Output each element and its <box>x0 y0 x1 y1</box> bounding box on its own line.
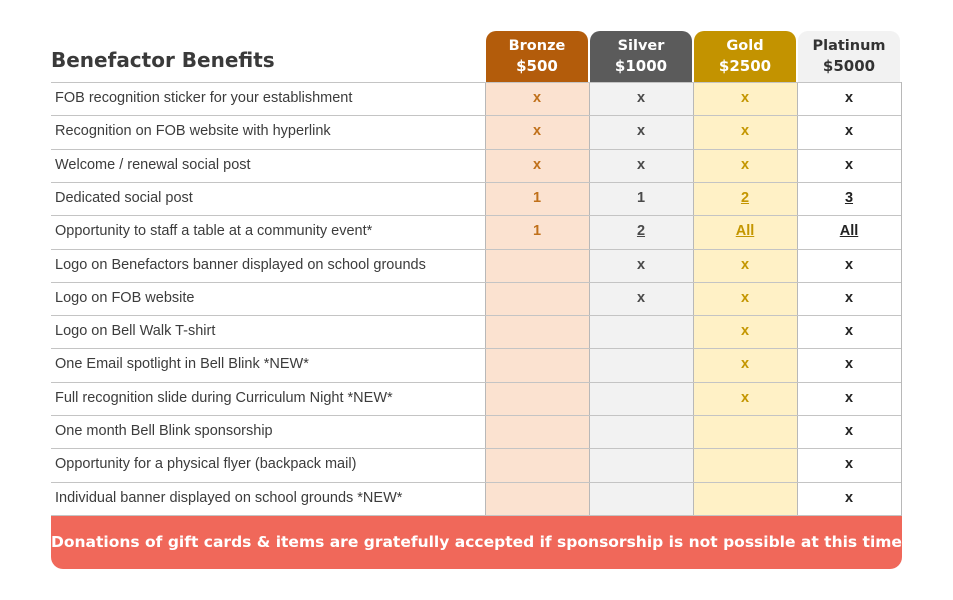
tier-name: Bronze <box>508 38 566 54</box>
benefit-cell-platinum: x <box>844 323 854 339</box>
benefit-cell-bronze: 1 <box>532 190 542 206</box>
benefit-cell-platinum: x <box>844 257 854 273</box>
benefit-cell-bronze <box>485 382 589 415</box>
benefit-label: Logo on Benefactors banner displayed on school grounds <box>55 257 426 273</box>
benefit-cell-gold <box>693 448 797 481</box>
benefit-cell-gold: x <box>740 123 750 139</box>
benefit-cell-gold: x <box>740 356 750 372</box>
benefit-cell-platinum: 3 <box>844 190 854 206</box>
benefit-cell-bronze: x <box>532 157 542 173</box>
benefit-cell-platinum: All <box>839 223 859 239</box>
tier-name: Platinum <box>812 38 886 54</box>
benefit-cell-platinum: x <box>844 123 854 139</box>
benefit-cell-platinum: x <box>844 356 854 372</box>
benefit-cell-gold: x <box>740 290 750 306</box>
benefit-cell-silver <box>589 415 693 448</box>
benefit-cell-gold: All <box>735 223 755 239</box>
benefit-cell-gold <box>693 415 797 448</box>
donations-banner: Donations of gift cards & items are gratefully accepted if sponsorship is not possible at this time. <box>51 516 902 569</box>
tier-header-platinum <box>798 31 900 82</box>
benefit-label: Opportunity to staff a table at a community event* <box>55 223 373 239</box>
benefit-cell-bronze: x <box>532 123 542 139</box>
benefit-cell-silver <box>589 482 693 515</box>
benefit-cell-bronze <box>485 315 589 348</box>
benefit-cell-silver: x <box>636 257 646 273</box>
benefit-cell-gold: x <box>740 390 750 406</box>
tier-amount: $1000 <box>614 57 668 75</box>
benefit-label: One Email spotlight in Bell Blink *NEW* <box>55 356 309 372</box>
benefit-label: Recognition on FOB website with hyperlink <box>55 123 331 139</box>
benefit-label: Opportunity for a physical flyer (backpack mail) <box>55 456 357 472</box>
benefit-cell-silver: x <box>636 123 646 139</box>
tier-header-gold <box>694 31 796 82</box>
benefit-cell-bronze <box>485 348 589 381</box>
benefit-cell-bronze <box>485 249 589 282</box>
benefit-cell-silver: 2 <box>636 223 646 239</box>
benefit-label: One month Bell Blink sponsorship <box>55 423 273 439</box>
benefit-cell-bronze <box>485 415 589 448</box>
benefit-label: FOB recognition sticker for your establishment <box>55 90 353 106</box>
benefit-cell-bronze <box>485 482 589 515</box>
benefit-cell-platinum: x <box>844 157 854 173</box>
benefit-cell-platinum: x <box>844 490 854 506</box>
benefit-cell-silver <box>589 448 693 481</box>
page-title: Benefactor Benefits <box>51 48 275 72</box>
tier-name: Silver <box>617 38 665 54</box>
benefit-cell-bronze <box>485 282 589 315</box>
benefit-cell-platinum: x <box>844 423 854 439</box>
tier-amount: $2500 <box>718 57 772 75</box>
benefit-cell-platinum: x <box>844 290 854 306</box>
benefit-label: Welcome / renewal social post <box>55 157 251 173</box>
column-divider <box>901 82 902 516</box>
benefit-cell-silver <box>589 382 693 415</box>
benefit-cell-silver: x <box>636 290 646 306</box>
benefit-label: Full recognition slide during Curriculum Night *NEW* <box>55 390 393 406</box>
benefit-cell-bronze <box>485 448 589 481</box>
benefit-cell-platinum: x <box>844 390 854 406</box>
benefit-cell-silver: x <box>636 90 646 106</box>
benefit-label: Logo on Bell Walk T-shirt <box>55 323 216 339</box>
tier-header-silver <box>590 31 692 82</box>
benefit-cell-gold: x <box>740 257 750 273</box>
tier-amount: $5000 <box>822 57 876 75</box>
benefit-cell-gold: x <box>740 323 750 339</box>
benefit-label: Individual banner displayed on school grounds *NEW* <box>55 490 403 506</box>
benefit-label: Dedicated social post <box>55 190 193 206</box>
benefit-cell-silver: x <box>636 157 646 173</box>
tier-amount: $500 <box>516 57 558 75</box>
benefit-cell-silver <box>589 348 693 381</box>
benefit-cell-platinum: x <box>844 90 854 106</box>
benefit-cell-gold: x <box>740 157 750 173</box>
benefit-cell-platinum: x <box>844 456 854 472</box>
benefit-cell-gold: x <box>740 90 750 106</box>
benefit-cell-gold: 2 <box>740 190 750 206</box>
benefit-cell-silver: 1 <box>636 190 646 206</box>
tier-name: Gold <box>726 38 764 54</box>
benefit-cell-gold <box>693 482 797 515</box>
tier-header-bronze <box>486 31 588 82</box>
benefit-cell-silver <box>589 315 693 348</box>
benefit-cell-bronze: x <box>532 90 542 106</box>
benefit-cell-bronze: 1 <box>532 223 542 239</box>
benefit-label: Logo on FOB website <box>55 290 195 306</box>
